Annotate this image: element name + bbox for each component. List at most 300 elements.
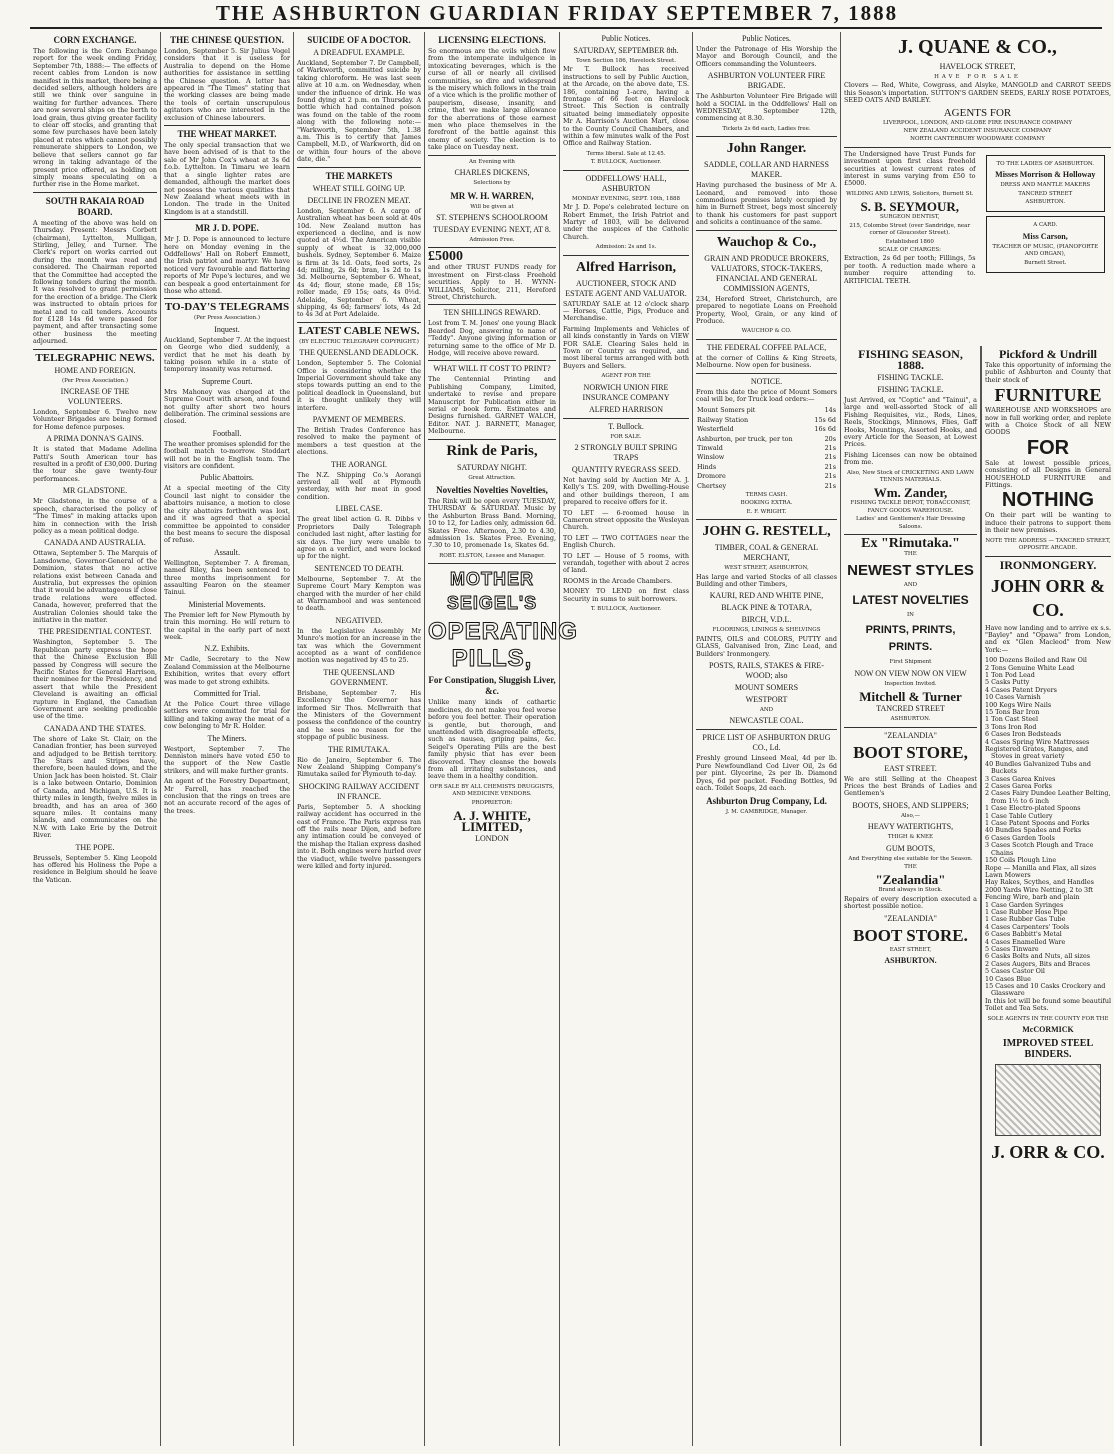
members-heading: PAYMENT OF MEMBERS.: [312, 415, 406, 425]
coal-place: Chertsey: [697, 481, 727, 490]
dickens-selections: Selections by: [473, 180, 511, 187]
volunteer-tickets: Tickets 2s 6d each, Ladies free.: [722, 125, 811, 132]
divider: [428, 247, 556, 248]
orr-item-list: [985, 657, 1111, 998]
agents-heading: AGENTS FOR: [943, 106, 1012, 119]
bullock-item-2: QUANTITY RYEGRASS SEED.: [571, 465, 681, 474]
rink-text: The Rink will be open every TUESDAY, THURSDAY & SATURDAY. Music by the Ashburton Brass Band. Morning, 10 to 12, for Ladies only, admission 6d. Skates Free. Afternoon, 2.30 to 4.30, admission 1s. Skates Free. Evening, 7.30 to 10, promenade 1s, Skates 6d.: [428, 497, 556, 550]
sentenced-text: Melbourne, September 7. At the Supreme Court Mary Kempton was charged with the murder of her child at Warrnambool and was sentenced to death.: [297, 574, 421, 613]
football-text: The weather promises splendid for the football match to-morrow. Stoddart will not be in the English team. The visitors are confident.: [164, 439, 290, 471]
divider: [844, 534, 977, 535]
restell-heading: JOHN G. RESTELL,: [702, 524, 831, 540]
rakaia-heading: SOUTH RAKAIA ROAD BOARD.: [45, 195, 145, 217]
oddfellows-admission: Admission: 2s and 1s.: [595, 244, 657, 251]
restell-floor: FLOORINGS, LININGS & SHELVINGS: [712, 627, 821, 634]
coal-price-row: [696, 463, 837, 472]
orr-list-item: 2 Cases Garea Forks: [985, 782, 1052, 791]
carson-box: [986, 216, 1106, 273]
seigel-proprietor: PROPRIETOR:: [471, 799, 513, 806]
coal-price-row: [696, 453, 837, 462]
wauchop-heading: Wauchop & Co.,: [716, 234, 817, 250]
libel-text: The great libel action G. R. Dibbs v Proprietors Daily Telegraph concluded last night, after lasting for six days. The jury were unable to agree on a verdict, and were locked up for the night.: [297, 515, 421, 561]
zealandia-heavy: HEAVY WATERTIGHTS,: [867, 822, 954, 832]
queensland-text: Brisbane, September 7. His Excellency the Governor has informed Sir Thos. McIlwraith that the Ministers of the Government possess the confidence of the country and he sees no reason for the stoppage of public business.: [297, 688, 421, 742]
seigel-pills: OPERATING PILLS,: [428, 618, 578, 673]
sale-sign: T. BULLOCK, Auctioneer.: [590, 159, 662, 166]
seigel-name: A. J. WHITE, LIMITED,: [453, 807, 531, 834]
latest-novelties: LATEST NOVELTIES: [852, 592, 969, 607]
coal-sign: E. F. WRIGHT.: [746, 508, 787, 515]
restell-newcastle: NEWCASTLE COAL.: [729, 716, 804, 726]
suicide-heading: SUICIDE OF A DOCTOR.: [307, 35, 411, 45]
volunteers-text: London, September 6. Twelve new Volunteer Brigades are being formed for Home defence purposes.: [33, 408, 157, 431]
column-3: [294, 32, 425, 1446]
coal-notice-text: From this date the price of Mount Somers coal will be, for Truck load orders:—: [696, 387, 837, 403]
coal-price-row: [696, 425, 837, 434]
nothing-text: On their part will be wanting to induce their patrons to support them in their new premises.: [985, 511, 1111, 535]
sale-text: Mr T. Bullock has received instructions to sell by Public Auction, at the Arcade, on the above date, T.S. 186, containing 1-acre, having a frontage of 66 feet on Havelock Street. This Section is centrally situated being immediately opposite Mr A. Harrison's Auction Mart, close to the County Council Chambers, and within a few minutes walk of the Post Office and Railway Station.: [563, 65, 689, 148]
box1-street: TANCRED STREET: [1018, 190, 1073, 197]
seymour-text: Extraction, 2s 6d per tooth; Fillings, 5s per tooth. A reduction made where a number require attending to. ARTIFICIAL TEETH.: [844, 254, 976, 285]
box2-sub: TEACHER OF MUSIC, (PIANOFORTE AND ORGAN),: [992, 243, 1099, 258]
coal-price-row: [696, 406, 837, 415]
column-4: [425, 32, 578, 1446]
seymour-established: Established 1860: [885, 238, 934, 245]
orr-list-item: Fencing Wire, barb and plain: [985, 893, 1080, 902]
pickford-heading: Pickford & Undrill: [999, 347, 1097, 361]
harrison-name: ALFRED HARRISON: [588, 404, 663, 414]
quane-street: HAVELOCK STREET,: [939, 62, 1016, 71]
zealandia-repairs: Repairs of every description executed a shortest possible notice.: [844, 894, 977, 911]
divider: [696, 136, 837, 137]
divider: [428, 439, 556, 440]
court-heading: Supreme Court.: [201, 376, 253, 386]
orr-list-item: Lawn Mowers: [985, 870, 1031, 879]
trial-text: At the Police Court three village settlers were committed for trial for killing and taking away the meat of a cow belonging to Mr R. Holder.: [164, 700, 290, 731]
restell-sub: TIMBER, COAL & GENERAL MERCHANT,: [714, 543, 819, 563]
furniture-text: WAREHOUSE AND WORKSHOPS are now in full working order, and replete with a Choice Stock of all NEW GOODS: [985, 406, 1111, 437]
orr-sign: J. ORR & CO.: [991, 1142, 1105, 1163]
divider: [164, 125, 290, 126]
ranger-text: Having purchased the business of Mr A. Leonard, and removed into those commodious premises lately occupied by him in Burnett Street, begs most sincerely to thank his customers for past support and solicits a continuance of the same.: [696, 181, 837, 227]
coal-place: Hinds: [697, 462, 717, 471]
drug-heading: PRICE LIST OF ASHBURTON DRUG CO., Ld.: [702, 733, 831, 753]
orr-list-item: 1 Case Rubber Hose Pipe: [985, 907, 1068, 916]
oddfellows-when: MONDAY EVENING, SEPT. 10th, 1888: [571, 195, 681, 202]
loan-heading: £5000: [428, 249, 463, 265]
pope-text: Brussels, September 5. King Leopold has offered his Holiness the Pope a residence in Belgium should he leave the Vatican.: [33, 853, 157, 884]
quane-text: Clovers — Red, White, Cowgrass, and Alsyke, MANGOLD and CARROT SEEDS this Season's importation. SUTTON'S GARDEN SEEDS, EARLY ROSE POTATOES, SEED OATS AND BARLEY.: [844, 81, 1111, 105]
box2-name: Miss Carson,: [1022, 231, 1068, 241]
divider: [696, 729, 837, 730]
seigel-sold: OFR SALE BY ALL CHEMISTS DRUGGISTS, AND MEDICINE VENDORS.: [429, 783, 555, 798]
orr-list-item: 6 Casks Bolts and Nuts, all sizes: [985, 952, 1091, 961]
mitchell-street: TANCRED STREET: [876, 704, 945, 714]
sale-where: Town Section 186, Havelock Street.: [576, 58, 676, 64]
divider: [563, 170, 689, 171]
nothing-address: NOTE THE ADDRESS — TANCRED STREET, OPPOSITE ARCADE.: [985, 537, 1111, 552]
prints-heading: PRINTS, PRINTS, PRINTS.: [865, 624, 956, 654]
zealandia-thigh: THIGH & KNEE: [887, 834, 934, 841]
zealandia-2-boot: BOOT STORE.: [853, 925, 968, 945]
seigel-for: For Constipation, Sluggish Liver, &c.: [428, 675, 556, 697]
orr-list-item: 1 Case Rubber Gas Tube: [985, 915, 1066, 924]
volunteer-social: The Ashburton Volunteer Fire Brigade will hold a SOCIAL in the Oddfellows' Hall on WEDNESDAY, September 12th, commencing at 8.30.: [696, 92, 837, 123]
orr-list-item: Rope — Manilla and Flax, all sizes: [985, 863, 1097, 872]
prima-donna-text: It is stated that Madame Adelina Patti's South American tour has resulted in a profit of £30,000. During the tour she gave twenty-four performances.: [33, 445, 157, 483]
divider: [297, 322, 421, 323]
zealandia-also: Also,—: [900, 812, 921, 819]
fishing-text: Just Arrived, ex "Coptic" and "Tainui", a large and well-assorted Stock of all Fishing Requisites, viz., Rods, Lines, Reels, Stockings, Minnows, Flies, Gaff Hooks, Mountings, Assorted Hooks, and every Article for the Season, at Lowest Prices.: [844, 396, 977, 449]
fishing-cricket: Also, New Stock of CRICKETING AND LAWN TENNIS MATERIALS.: [847, 469, 974, 484]
fishing-heading: FISHING SEASON, 1888.: [858, 347, 963, 372]
deadlock-text: London, September 5. The Colonial Office is considering whether the Imperial Government should take any steps towards putting an end to the political deadlock in Queensland, but it is thought unlikely they will interfere.: [297, 359, 421, 412]
divider: [33, 192, 157, 193]
divider: [164, 219, 290, 220]
seymour-heading: S. B. SEYMOUR,: [860, 199, 960, 215]
abattoirs-text: At a special meeting of the City Council last night to consider the abattoirs nuisance, a motion to close the city abattoirs forthwith was lost, and it was agreed that a special committee be appointed to consider the best means to secure the disposal of refuse.: [164, 484, 290, 545]
morrison-holloway-box: [986, 155, 1106, 213]
fishing-tackle-1: FISHING TACKLE.: [877, 373, 944, 382]
divider: [696, 519, 837, 520]
zander-salon: Ladies' and Gentlemen's Hair Dressing Saloons.: [855, 516, 966, 530]
zealandia-brand: Brand always in Stock.: [878, 887, 943, 894]
suicide-subheading: A DREADFUL EXAMPLE.: [313, 48, 405, 57]
seymour-scale: SCALE OF CHARGES:: [878, 246, 942, 253]
canada-states-text: The shore of Lake St. Clair, on the Canadian frontier, has been surveyed and adjudged to be British territory. The Stars and Stripes have, therefore, been hauled down, and the Union Jack has been hoisted. St. Clair is a lake between Ontario, Dominion of Canada, and Michigan, U.S. It is thirty miles in length, twelve miles in breadth, and has an area of 360 square miles. It contains many islands, and communicates on the N.W. with Lake Erie by the Detroit River.: [33, 734, 157, 840]
railway-text: Paris, September 5. A shocking railway accident has occurred in the east of France. The Paris express ran off the rails near Dijon, and before any intimation could be conveyed of the mishap the Italian express dashed into it. Both engines were hurled over the viaduct, while twelve passengers were killed and forty injured.: [297, 802, 421, 871]
orr-list-item: 1 Case Electro-plated Spoons: [985, 804, 1081, 813]
libel-heading: LIBEL CASE.: [335, 504, 383, 514]
pope-lecture-text: Mr J. D. Pope is announced to lecture here on Monday evening in the Oddfellows' Hall on Robert Emmett, the Irish patriot and martyr. We have noticed very favourable and flattering reports of Mr Pope's lectures, and we can bespeak a good entertainment for those who attend.: [164, 235, 290, 295]
bullock-item-6: TO LET — House of 5 rooms, with verandah, together with about 2 acres of land.: [563, 551, 689, 575]
orr-list-item: 40 Bundles Galvanized Tubs and Buckets: [985, 759, 1091, 776]
orr-agents-name: McCORMICK: [1022, 1025, 1074, 1035]
canada-australia-heading: CANADA AND AUSTRALIA.: [44, 538, 146, 548]
reward-text: Lost from T. M. Jones' one young Black Bearded Dog, answering to name of "Teddy". Anyone giving information or returning same to the office of Mr D. Hodge, will receive above reward.: [428, 319, 556, 357]
orr-list-item: 2000 Yards Wire Netting, 2 to 3ft: [985, 885, 1094, 894]
column-7-right: [980, 151, 1112, 288]
abattoirs-heading: Public Abattoirs.: [200, 473, 254, 483]
coal-price-row: [696, 472, 837, 481]
divider: [985, 556, 1111, 557]
bullock-item-3: Not having sold by Auction Mr A. J. Kelly's T.S. 209, with Dwelling-House and other buildings thereon, I am prepared to receive offers for it.: [563, 476, 689, 507]
queensland-heading: THE QUEENSLAND GOVERNMENT.: [323, 667, 395, 687]
coal-price: 21s: [824, 481, 836, 490]
box2-street: Burnett Street.: [1024, 259, 1067, 266]
divider: [563, 255, 689, 256]
markets-subheading-2: DECLINE IN FROZEN MEAT.: [307, 195, 411, 205]
column-7-left: [844, 151, 976, 288]
column-1: [30, 32, 161, 1446]
orr-list-item: 1 Case Table Cutlery: [985, 811, 1053, 820]
newest-styles: NEWEST STYLES: [847, 561, 974, 579]
coal-price-row: [696, 416, 837, 425]
press-association: (Per Press Association.): [62, 377, 128, 384]
harrison-sub: AUCTIONEER, STOCK AND ESTATE AGENT AND VALUATOR.: [565, 278, 687, 298]
aorangi-text: The N.Z. Shipping Co.'s Aorangi arrived all well at Plymouth yesterday, with her meat in good condition.: [297, 470, 421, 501]
print-heading: WHAT WILL IT COST TO PRINT?: [433, 364, 551, 374]
coal-price: 20s: [824, 434, 836, 443]
restell-black: BLACK PINE & TOTARA,: [721, 603, 812, 613]
telegraphic-heading: TELEGRAPHIC NEWS.: [35, 351, 155, 364]
divider: [696, 230, 837, 231]
zealandia-the: THE: [904, 863, 917, 870]
negatived-text: In the Legislative Assembly Mr Munro's motion for an increase in the tax was which the Government accepted as a want of confidence motion was negatived by 45 to 25.: [297, 626, 421, 665]
wheat-text: The only special transaction that we have been advised of is that to the sale of Mr John Cox's wheat at 3s 6d f.o.b. Lyttelton. In Timaru we learn that a single lighter rates are demanded, although the market does not possess the various qualities that New Zealand wheat meets with in London. The trade in the United Kingdom is at a standstill.: [164, 141, 290, 216]
orr-heading: JOHN ORR & CO.: [991, 575, 1105, 620]
coal-place: Mount Somers pit: [697, 406, 756, 415]
seigel-city: LONDON: [475, 833, 509, 843]
mitchell-heading: Mitchell & Turner: [859, 689, 962, 705]
notices-heading: Public Notices.: [601, 34, 651, 43]
orr-list-item: 100 Kegs Wire Nails: [985, 700, 1052, 709]
canada-states-heading: CANADA AND THE STATES.: [44, 723, 146, 733]
orr-list-item: 15 Cases and 10 Casks Crockery and Glassware: [985, 982, 1106, 998]
zealandia-text: We are still Selling at the Cheapest Prices the best Brands of Ladies and Gentlemen's: [844, 774, 977, 798]
dickens-intro: An Evening with: [469, 158, 515, 165]
restell-birch: BIRCH, V.D.L.: [741, 615, 792, 625]
bullock-item-8: MONEY TO LEND on first class Security in sums to suit borrowers.: [563, 587, 689, 603]
harrison-agent: AGENT FOR THE: [601, 373, 651, 380]
bullock-item-7: ROOMS in the Arcade Chambers.: [563, 576, 673, 585]
restell-text: Has large and varied Stocks of all classes Building and other Timbers,: [696, 572, 837, 589]
zealandia-gum: GUM BOOTS,: [886, 843, 935, 853]
wauchop-sub: GRAIN AND PRODUCE BROKERS, VALUATORS, STOCK-TAKERS, FINANCIAL AND GENERAL COMMISSION AGENTS,: [704, 253, 829, 293]
prints-inspection: Inspection Invited.: [884, 680, 937, 687]
orr-list-item: 100 Dozens Boiled and Raw Oil: [985, 656, 1087, 665]
divider: [33, 349, 157, 350]
orr-list-item: 5 Cases Tinware: [985, 944, 1039, 953]
orr-list-item: 2 Cases Augers, Bits and Braces: [985, 959, 1091, 968]
seigel-heading: MOTHER SEIGEL'S: [446, 569, 538, 614]
ministerial-text: The Premier left for New Plymouth by train this morning. He will return to the capital in the early part of next week.: [164, 610, 290, 641]
exhibits-heading: N.Z. Exhibits.: [204, 644, 250, 654]
fishing-licenses: Fishing Licenses can now be obtained from me.: [844, 450, 977, 467]
restell-somers: MOUNT SOMERS: [734, 683, 799, 693]
harrison-saturday: SATURDAY SALE at 12 o'clock sharp — Horses, Cattle, Pigs, Produce and Merchandise.: [563, 299, 689, 323]
sale-date: SATURDAY, SEPTEMBER 8th.: [573, 46, 679, 55]
binders-heading: IMPROVED STEEL BINDERS.: [1002, 1038, 1094, 1061]
column-7-lower: [841, 346, 981, 1446]
for-heading: FOR: [1026, 436, 1070, 459]
orr-list-item: 10 Cases Varnish: [985, 693, 1041, 702]
coal-place: Ashburton, per truck, per ton: [697, 434, 793, 443]
zealandia-name: "Zealandia": [875, 872, 946, 888]
dickens-performer: MR W. H. WARREN,: [450, 190, 534, 201]
federal-text: at the corner of Collins & King Streets, Melbourne. Now open for business.: [696, 353, 837, 370]
orr-list-item: 4 Cases Enamelled Ware: [985, 937, 1066, 946]
closing-text: An agent of the Forestry Department, Mr Farrell, has reached the conclusion that the rings on trees are not an accurate record of the ages of the trees.: [164, 777, 290, 815]
latest-in: IN: [907, 611, 914, 618]
orr-agents-label: SOLE AGENTS IN THE COUNTY FOR THE: [987, 1015, 1109, 1022]
harrison-heading: Alfred Harrison,: [575, 259, 677, 275]
loan-text: and other TRUST FUNDS ready for investment on First-class Freehold securities. Apply to H. WYNN-WILLIAMS, Solicitor, 211, Hereford Street, Christchurch.: [428, 263, 556, 301]
rakaia-text: A meeting of the above was held on Thursday. Present: Messrs Corbett (chairman), Lyttelton, Mulligan, Stirling, Jelley, and Turner. The Clerk's report on works carried out during the month was read and considered. The Chairman reported that the Committee had accepted the following tenders during the month. It was resolved to grant permission for the erection of a bridge. The Clerk was instructed to obtain prices for metal and to call tenders. Accounts for £128 14s 6d were passed for payment, and after transacting some other business the meeting adjourned.: [33, 218, 157, 346]
coal-price: 15s 6d: [814, 415, 836, 424]
coal-place: Dromore: [697, 472, 726, 481]
rink-night: SATURDAY NIGHT.: [457, 462, 527, 472]
harrison-text: Farming Implements and Vehicles of all kinds constantly in Yards on VIEW FOR SALE. Clearing Sales held in Town or Country as required, and most liberal terms arranged with both Buyers and Sellers.: [563, 324, 689, 370]
restell-paints: PAINTS, OILS and COLORS, PUTTY and GLASS, Galvanised Iron, Zinc Lead, and Builders' Ironmongery.: [696, 634, 837, 658]
coal-booking: BOOKING EXTRA.: [740, 500, 793, 507]
orr-list-item: 15 Tons Bar Iron: [985, 707, 1040, 716]
restell-where: WEST STREET, ASHBURTON,: [724, 565, 809, 572]
box1-sub: DRESS AND MANTLE MAKERS: [1000, 182, 1091, 189]
coal-terms: TERMS CASH.: [745, 492, 788, 498]
orr-list-item: 40 Bundles Spades and Forks: [985, 826, 1081, 835]
mitchell-town: ASHBURTON.: [890, 716, 931, 723]
orr-list-item: 4 Cases Patent Dryers: [985, 685, 1057, 694]
zealandia-goods: BOOTS, SHOES, AND SLIPPERS;: [852, 800, 969, 810]
assault-text: Wellington, September 7. A fireman, named Riley, has been sentenced to three months imprisonment for assaulting Fearon on the steamer Tainui.: [164, 558, 290, 597]
column-7-split: [844, 151, 1111, 288]
pickford-text: Take this opportunity of informing the public of Ashburton and County that their stock of: [985, 361, 1111, 384]
divider: [428, 155, 556, 156]
harrison-insurance: NORWICH UNION FIRE INSURANCE COMPANY: [582, 382, 670, 402]
exhibits-text: Mr Cadle, Secretary to the New Zealand Commission at the Melbourne Exhibition, writes that every effort was made to get strong exhibits.: [164, 655, 290, 686]
football-heading: Football.: [212, 428, 242, 438]
negatived-heading: NEGATIVED.: [335, 615, 383, 625]
notices-heading-2: Public Notices.: [742, 34, 791, 43]
masthead-rule: [30, 27, 1102, 29]
column-7-top: [841, 32, 1114, 344]
agents-3: NORTH CANTERBURY WOODWARE COMPANY: [910, 136, 1045, 143]
orr-list-item: 2 Cases Fairy Dundee Leather Belting, from 1½ to 6 inch: [985, 789, 1111, 805]
zealandia-text2: And Everything else suitable for the Season.: [848, 855, 973, 862]
bullock-item-5: TO LET — TWO COTTAGES near the English Church.: [563, 533, 689, 550]
orr-list-item: Registered Grates, Ranges, and Stoves in great variety: [985, 745, 1089, 761]
orr-list-item: 4 Cases Carpenters' Tools: [985, 922, 1070, 931]
coal-price: 21s: [824, 462, 836, 471]
presidential-heading: THE PRESIDENTIAL CONTEST.: [38, 627, 152, 637]
miners-heading: The Miners.: [207, 733, 247, 743]
nothing-heading: NOTHING: [1001, 489, 1095, 512]
orr-list-item: 150 Coils Plough Line: [985, 856, 1057, 865]
orr-text: Have now landing and to arrive ex s.s. "Bayley" and "Opawa" from London, and ex "Glen Macleod" from New York:—: [985, 623, 1111, 654]
divider: [563, 418, 689, 419]
box1-name: Misses Morrison & Holloway: [995, 170, 1096, 180]
divider: [844, 727, 977, 728]
prints-view: NOW ON VIEW NOW ON VIEW: [854, 668, 967, 678]
coal-price: 21s: [824, 472, 836, 481]
licensing-heading: LICENSING ELECTIONS.: [438, 35, 546, 45]
chinese-text: London, September 5. Sir Julius Vogel considers that it is useless for Australia to depend on the Home authorities for assistance in settling the Chinese question. A letter has appeared in "The Times" stating that the working classes are being made the tools of certain unscrupulous agitators who are interested in the exclusion of Chinese labourers.: [164, 47, 290, 122]
bullock-item-1: 2 STRONGLY BUILT SPRING TRAPS: [574, 443, 678, 462]
column-5: [560, 32, 693, 1446]
markets-subheading: WHEAT STILL GOING UP.: [312, 183, 406, 193]
trust-sign: WILDING AND LEWIS, Solicitors, Burnett St.: [846, 190, 974, 197]
orr-list-item: Hay Rakes, Scythes, and Handles: [985, 878, 1094, 887]
dickens-where: Will be given at: [470, 203, 514, 210]
inquest-text: Auckland, September 7. At the inquest on George who died suddenly, a verdict that he met his death by taking poison while in a state of temporary insanity was returned.: [164, 335, 290, 374]
licensing-text: So enormous are the evils which flow from the intemperate indulgence in intoxicating beverages, which is the curse of all or nearly all civilised communities, so dire and widespread is the misery which follows in the train of a vice which is the prolific mother of pauperism, disease, insanity, and crime, that we make large allowance for the aberrations of those earnest men who place themselves in the forefront of the battle against this enemy of society. The election is to take place on Tuesday next.: [428, 47, 556, 152]
volunteers-heading: INCREASE OF THE VOLUNTEERS.: [60, 387, 130, 407]
ranger-heading: John Ranger.: [726, 141, 807, 157]
pope-lecture-heading: MR J. D. POPE.: [195, 223, 259, 234]
masthead: THE ASHBURTON GUARDIAN FRIDAY SEPTEMBER 7, 1888: [215, 1, 899, 25]
print-text: The Centennial Printing and Publishing Company, Limited, undertake to revise and prepare Manuscript for Publication either in serial or book form. Estimates and Designs furnished. GARNET WALCH, Editor. NAT. J. BARNETT, Manager, Melbourne.: [428, 375, 556, 436]
wauchop-sign: WAUCHOP & CO.: [741, 328, 792, 335]
deadlock-heading: THE QUEENSLAND DEADLOCK.: [299, 348, 419, 358]
zealandia-heading: "ZEALANDIA": [884, 730, 937, 740]
members-text: The British Trades Conference has resolved to make the payment of members a test question at the elections.: [297, 426, 421, 457]
coal-notice-heading: NOTICE.: [750, 376, 783, 386]
bullock-item-4: TO LET — 6-roomed house in Cameron street opposite the Wesleyan Church.: [563, 508, 689, 532]
telegrams-heading: TO-DAY'S TELEGRAMS: [164, 301, 290, 314]
coal-price-row: [696, 444, 837, 453]
coal-price: 16s 6d: [814, 425, 836, 434]
bullock-for-sale: FOR SALE.: [610, 433, 642, 440]
divider: [164, 298, 290, 299]
drug-manager: J. M. CAMBRIDGE, Manager.: [725, 808, 808, 815]
orr-list-item: 5 Casks Putty: [985, 678, 1030, 687]
seymour-sub: SURGEON DENTIST,: [880, 214, 940, 221]
orr-list-item: 6 Cases Babbitt's Metal: [985, 930, 1062, 939]
dickens-admission: Admission Free.: [469, 236, 515, 243]
bullock-heading: T. Bullock.: [608, 421, 644, 431]
box1-town: ASHBURTON.: [1025, 199, 1066, 206]
box1-to: TO THE LADIES OF ASHBURTON.: [996, 160, 1095, 167]
ranger-sub: SADDLE, COLLAR AND HARNESS MAKER.: [704, 160, 829, 180]
divider: [428, 304, 556, 305]
aorangi-heading: THE AORANGI.: [331, 459, 387, 469]
reaper-binder-illustration: [995, 1064, 1101, 1136]
prints-first: First Shipment: [889, 659, 932, 666]
wheat-heading: THE WHEAT MARKET.: [177, 129, 277, 140]
oddfellows-text: Mr J. D. Pope's celebrated lecture on Robert Emmet, the Irish Patriot and Martyr of 1803, will be delivered under the auspices of the Catholic Church.: [563, 203, 689, 241]
divider: [428, 563, 556, 564]
trust-text: The Undersigned have Trust Funds for investment upon first class freehold securities at lowest current rates of interest in sums varying from £50 to £5000.: [844, 149, 976, 188]
gladstone-heading: MR GLADSTONE.: [62, 486, 128, 496]
markets-text: London, September 6. A cargo of Australian wheat has been sold at 40s 10d. New Zealand mutton has experienced a decline, and is now quoted at 4½d. The American visible supply of wheat is 32,000,000 bushels. Sydney, September 6. Maize is firm at 3s 1d. Oats, feed sorts, 2s 4d; milling, 2s 6d; bran, 1s 2d to 1s 3d. Melbourne, September 6. Wheat, 4s 4d; flour, stone made, £8 15s; roller made, £9 15s; oats, 4s 0½d. Adelaide, September 6. Wheat, shipping, 4s 6d; farmers' lots, 4s 2d to 4s 3d at Port Adelaide.: [297, 206, 421, 319]
divider: [696, 339, 837, 340]
restell-kauri: KAURI, RED AND WHITE PINE,: [709, 591, 824, 601]
orr-list-item: 5 Cases Castor Oil: [985, 967, 1045, 976]
markets-heading: THE MARKETS: [325, 170, 393, 181]
rink-sign: ROBT. ELSTON, Lessee and Manager.: [439, 552, 545, 559]
zealandia-2-street: EAST STREET,: [889, 946, 932, 953]
bullock-sign: T. BULLOCK, Auctioneer.: [590, 606, 662, 613]
column-8: [981, 346, 1114, 1446]
column-2: [161, 32, 294, 1446]
rink-heading: Rink de Paris,: [446, 442, 538, 459]
newest-the: THE: [904, 551, 917, 558]
chinese-heading: THE CHINESE QUESTION.: [170, 35, 284, 45]
restell-and: AND: [759, 707, 774, 714]
coal-place: Winslow: [697, 453, 725, 462]
furniture-heading: FURNITURE: [994, 385, 1102, 406]
orr-tail: In this lot will be found some beautiful Toilet and Tea Sets.: [985, 996, 1111, 1013]
pope-heading: THE POPE.: [75, 842, 115, 852]
zealandia-2: "ZEALANDIA": [884, 913, 937, 923]
sale-terms: Terms liberal. Sale at 12.45.: [586, 150, 666, 157]
dickens-name: CHARLES DICKENS,: [454, 168, 530, 178]
coal-price-row: [696, 435, 837, 444]
orr-list-item: 1 Case Garden Syringes: [985, 900, 1064, 909]
divider: [696, 373, 837, 374]
home-foreign-heading: HOME AND FOREIGN.: [54, 365, 136, 375]
agents-2: NEW ZEALAND ACCIDENT INSURANCE COMPANY: [903, 128, 1052, 135]
reward-heading: TEN SHILLINGS REWARD.: [443, 308, 541, 318]
orr-list-item: 6 Cases Garden Tools: [985, 833, 1055, 842]
orr-list-item: 2 Tons Genuine White Lead: [985, 663, 1075, 672]
sentenced-heading: SENTENCED TO DEATH.: [314, 563, 404, 573]
oddfellows-heading: ODDFELLOWS' HALL, ASHBURTON: [585, 173, 667, 193]
divider: [297, 167, 421, 168]
zealandia-2-town: ASHBURTON.: [884, 956, 937, 965]
rimutaka-heading: THE RIMUTAKA.: [327, 744, 391, 754]
